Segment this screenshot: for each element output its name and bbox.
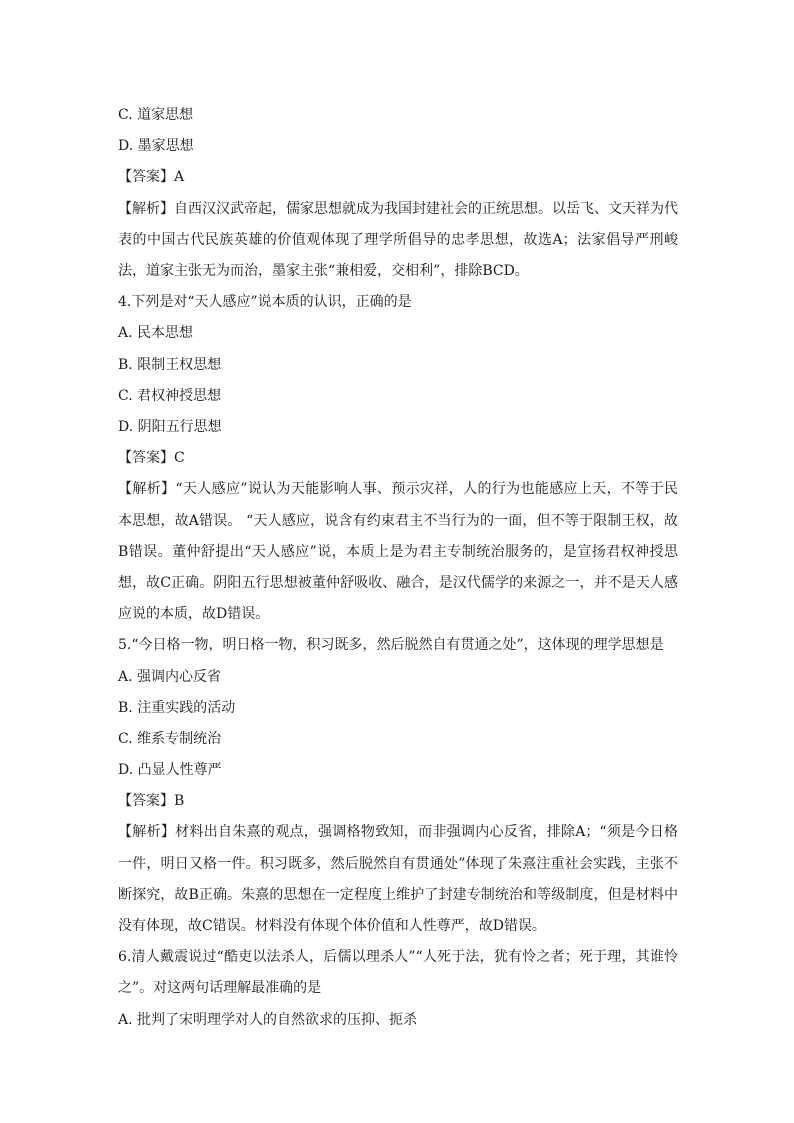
option-c-q4: C. 君权神授思想 — [118, 387, 222, 404]
document-page — [118, 100, 678, 1036]
analysis-q4: 【解析】“天人感应”说认为天能影响人事、预示灾祥，人的行为也能感应上天，不等于民本思想，故A错误。 “天人感应，说含有约束君主不当行为的一面，但不等于限制王权，故B错误。董仲舒提出“天人感应”说，本质上是为君主专制统治服务的，是宣扬君权神授思想，故C正确。阴阳五行思想被董仲舒吸收、融合，是汉代儒学的来源之一，并不是天人感应说的本质，故D错误。 — [118, 481, 678, 623]
option-a-q5: A. 强调内心反省 — [118, 668, 222, 685]
option-b-q5: B. 注重实践的活动 — [118, 699, 236, 716]
question-5: 5.“今日格一物，明日格一物，积习既多，然后脱然自有贯通之处”，这体现的理学思想是 — [118, 637, 664, 654]
option-a-q4: A. 民本思想 — [118, 325, 194, 342]
option-b-q4: B. 限制王权思想 — [118, 356, 222, 373]
option-a-q6: A. 批判了宋明理学对人的自然欲求的压抑、扼杀 — [118, 1011, 418, 1028]
option-c-q3: C. 道家思想 — [118, 107, 194, 123]
question-4: 4.下列是对“天人感应”说本质的认识，正确的是 — [118, 294, 412, 311]
answer-q5: 【答案】B — [118, 793, 185, 810]
option-d-q4: D. 阴阳五行思想 — [118, 418, 222, 435]
answer-q3: 【答案】A — [118, 169, 185, 186]
option-d-q3: D. 墨家思想 — [118, 138, 194, 155]
analysis-q5: 【解析】材料出自朱熹的观点，强调格物致知，而非强调内心反省，排除A；“须是今日格一件，明日又格一件。积习既多，然后脱然自有贯通处”体现了朱熹注重社会实践，主张不断探究，故B正确。朱熹的思想在一定程度上维护了封建专制统治和等级制度，但是材料中没有体现，故C错误。材料没有体现个体价值和人性尊严，故D错误。 — [118, 824, 678, 935]
question-6: 6.清人戴震说过“酷吏以法杀人，后儒以理杀人”“人死于法，犹有怜之者；死于理，其谁怜之”。对这两句话理解最准确的是 — [118, 949, 678, 997]
option-c-q5: C. 维系专制统治 — [118, 730, 222, 747]
answer-q4: 【答案】C — [118, 450, 185, 467]
analysis-q3: 【解析】自西汉汉武帝起，儒家思想就成为我国封建社会的正统思想。以岳飞、文天祥为代表的中国古代民族英雄的价值观体现了理学所倡导的忠孝思想，故选A；法家倡导严刑峻法，道家主张无为而治，墨家主张“兼相爱，交相利”，排除BCD。 — [118, 200, 678, 279]
option-d-q5: D. 凸显人性尊严 — [118, 762, 222, 779]
